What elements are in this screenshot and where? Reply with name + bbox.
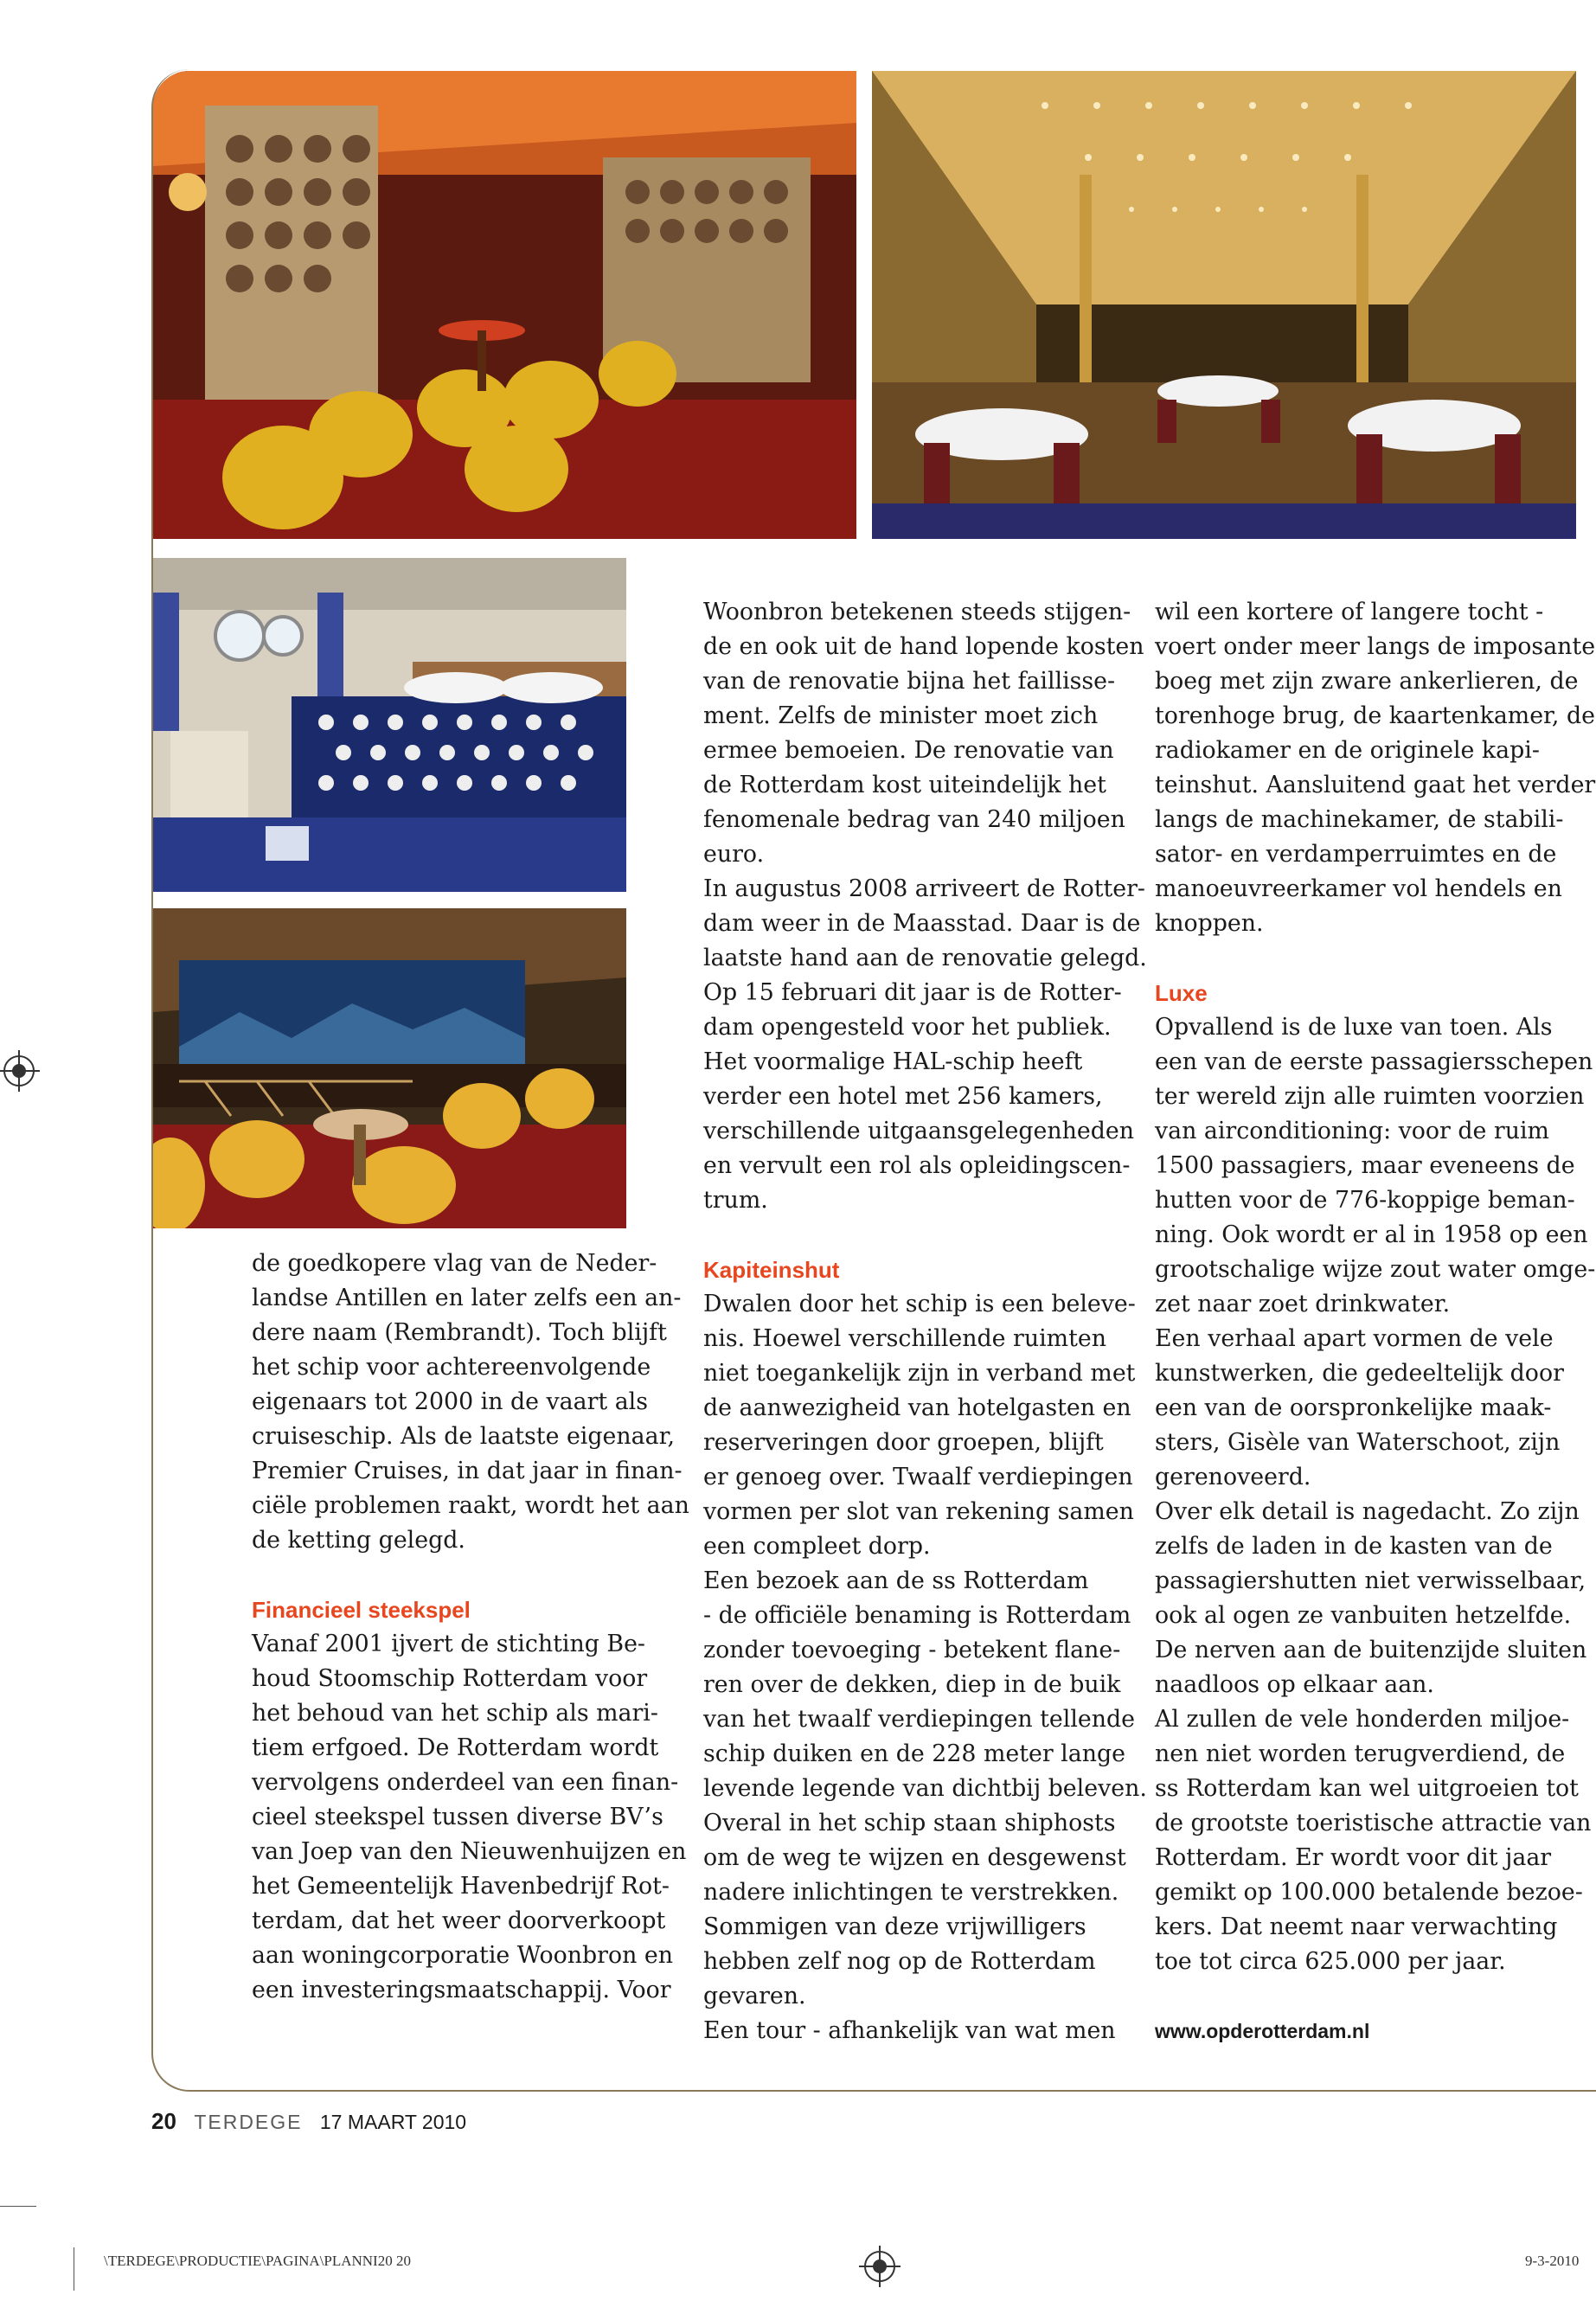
paragraph: Woonbron betekenen steeds stijgen- de en ook uit de hand lopende kosten van de renovatie bijna het faillisse- ment. Zelfs de minister moet zich ermee bemoeien. De renovatie van de Rotterdam kost uiteindelijk het fenomenale bedrag van 240 miljoen euro. bbox=[703, 599, 1144, 868]
paragraph: Over elk detail is nagedacht. Zo zijn zelfs de laden in de kasten van de passagiershutten niet verwisselbaar, ook al ogen ze vanbuiten hetzelfde. De nerven aan de buitenzijde sluiten naadloos op elkaar aan. bbox=[1155, 1498, 1587, 1698]
dining-hall-photo bbox=[872, 71, 1576, 539]
bar-photo bbox=[153, 908, 626, 1228]
paragraph: Een tour - afhankelijk van wat men bbox=[703, 2017, 1116, 2044]
paragraph: Opvallend is de luxe van toen. Als een van de eerste passagiersschepen ter wereld zijn alle ruimten voorzien van airconditioning: voor de ruim 1500 passagiers, maar eveneens de hutten voor de 776-koppige beman- ning. Ook wordt er al in 1958 op een grootschalige wijze zout water omge- zet naar zoet drinkwater. bbox=[1155, 1014, 1596, 1317]
registration-mark-icon bbox=[864, 2251, 895, 2282]
page-footer bbox=[151, 2108, 466, 2135]
magazine-name: TERDEGE bbox=[194, 2111, 303, 2133]
paragraph: wil een kortere of langere tocht - voert onder meer langs de imposante boeg met zijn zware ankerlieren, de torenhoge brug, de kaartenkamer, de radiokamer en de originele kapi- teinshut. Aansluitend gaat het verder langs de machinekamer, de stabili- sator- en verdamperruimtes en de manoeuvreerkamer vol hendels en knoppen. bbox=[1155, 599, 1596, 937]
lounge-photo bbox=[153, 71, 856, 539]
paragraph: Al zullen de vele honderden miljoe- nen niet worden terugverdiend, de ss Rotterdam kan wel uitgroeien tot de grootste toeristische attractie van Rotterdam. Er wordt voor dit jaar gemikt op 100.000 betalende bezoe- kers. Dat neemt naar verwachting toe tot circa 625.000 per jaar. bbox=[1155, 1706, 1592, 1975]
paragraph: In augustus 2008 arriveert de Rotter- dam weer in de Maasstad. Daar is de laatste hand aan de renovatie gelegd. Op 15 februari dit jaar is de Rotter- dam opengesteld voor het publiek. Het voormalige HAL-schip heeft verder een hotel met 256 kamers, verschillende uitgaansgelegenheden en vervult een rol als opleidingscen- trum. bbox=[703, 875, 1147, 1214]
section-heading-financieel: Financieel steekspel bbox=[252, 1597, 471, 1623]
text-column-1 bbox=[252, 1247, 689, 2008]
paragraph: Een verhaal apart vormen de vele kunstwerken, die gedeeltelijk door een van de oorspronkelijke maak- sters, Gisèle van Waterschoot, zijn gerenoveerd. bbox=[1155, 1325, 1564, 1490]
paragraph: de goedkopere vlag van de Neder- landse Antillen en later zelfs een an- dere naam (Rembrandt). Toch blijft het schip voor achtereenvolgende eigenaars tot 2000 in de vaart als cruiseschip. Als de laatste eigenaar, Premier Cruises, in dat jaar in finan- ciële problemen raakt, wordt het aan de ketting gelegd. bbox=[252, 1250, 689, 1554]
paragraph: Vanaf 2001 ijvert de stichting Be- houd Stoomschip Rotterdam voor het behoud van het schip als mari- tiem erfgoed. De Rotterdam wordt vervolgens onderdeel van een finan- cieel steekspel tussen diverse BV’s van Joep van den Nieuwenhuijzen en het Gemeentelijk Havenbedrijf Rot- terdam, dat het weer doorverkoopt aan woningcorporatie Woonbron en een investeringsmaatschappij. Voor bbox=[252, 1631, 687, 2003]
paragraph: Dwalen door het schip is een beleve- nis. Hoewel verschillende ruimten niet toegankelijk zijn in verband met de aanwezigheid van hotelgasten en reserveringen door groepen, blijft er genoeg over. Twaalf verdiepingen vormen per slot van rekening samen een compleet dorp. bbox=[703, 1291, 1136, 1560]
text-column-2 bbox=[703, 595, 1147, 2048]
print-slug-date: 9-3-2010 bbox=[1525, 2253, 1580, 2269]
paragraph: Een bezoek aan de ss Rotterdam - de officiële benaming is Rotterdam zonder toevoeging - betekent flane- ren over de dekken, diep in de buik van het twaalf verdiepingen tellende schip duiken en de 228 meter lange levende legende van dichtbij beleven. Overal in het schip staan shiphosts om de weg te wijzen en desgewenst nadere inlichtingen te verstrekken. Sommigen van deze vrijwilligers hebben zelf nog op de Rotterdam gevaren. bbox=[703, 1567, 1147, 2009]
website-link[interactable]: www.opderotterdam.nl bbox=[1155, 2020, 1370, 2042]
print-slug-path: \TERDEGE\PRODUCTIE\PAGINA\PLANNI20 20 bbox=[104, 2253, 411, 2269]
section-heading-kapiteinshut: Kapiteinshut bbox=[703, 1257, 840, 1283]
cabin-photo bbox=[153, 558, 626, 892]
text-column-3 bbox=[1155, 595, 1595, 2048]
registration-mark-icon bbox=[3, 1055, 35, 1086]
page-number: 20 bbox=[151, 2108, 176, 2134]
section-heading-luxe: Luxe bbox=[1155, 980, 1208, 1006]
crop-mark bbox=[0, 2206, 36, 2207]
issue-date: 17 MAART 2010 bbox=[319, 2111, 467, 2133]
